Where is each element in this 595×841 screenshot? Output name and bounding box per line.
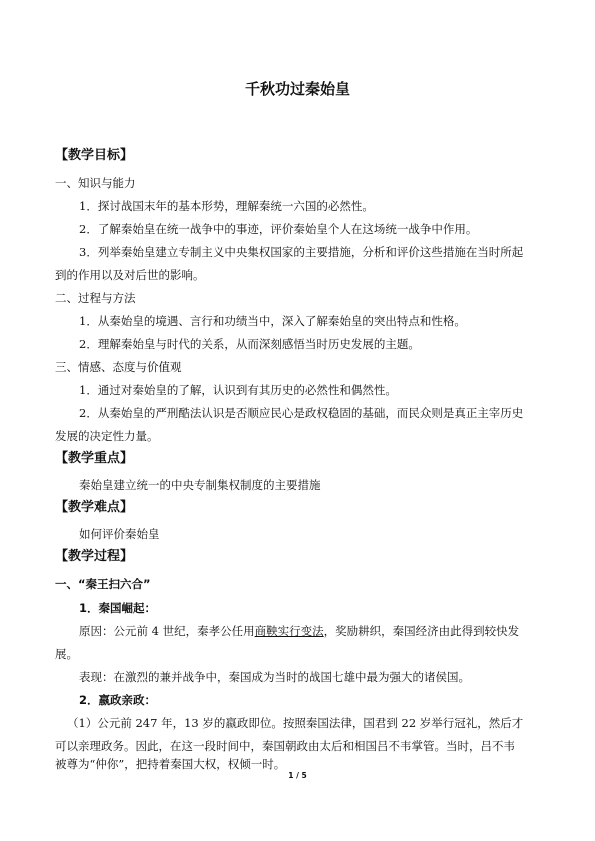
goals-knowledge-item-2: 2．了解秦始皇在统一战争中的事迹，评价秦始皇个人在这场统一战争中作用。: [79, 222, 478, 236]
goals-knowledge-heading: 一、知识与能力: [55, 176, 136, 190]
rise-reason-line: [79, 624, 519, 638]
goals-knowledge-item-3-cont: 到的作用以及对后世的影响。: [55, 268, 205, 282]
goals-knowledge-item-1: 1．探讨战国末年的基本形势，理解秦统一六国的必然性。: [79, 199, 374, 213]
goals-values-item-2: 2．从秦始皇的严刑酷法认识是否顺应民心是政权稳固的基础，而民众则是真正主宰历史: [79, 406, 524, 420]
key-points-text: 秦始皇建立统一的中央专制集权制度的主要措施: [79, 478, 321, 492]
shang-yang-reform-underlined: 商鞅实行变法: [254, 624, 324, 638]
section-heading-difficulties: 【教学难点】: [55, 500, 134, 515]
rise-reason-line-cont: 展。: [55, 647, 78, 661]
ying-zheng-para-line-2: 可以亲理政务。因此，在这一段时间中，秦国朝政由太后和相国吕不韦掌管。当时，吕不韦: [55, 739, 515, 753]
ying-zheng-heading: 2．嬴政亲政：: [79, 693, 157, 707]
goals-values-item-1: 1．通过对秦始皇的了解，认识到有其历史的必然性和偶然性。: [79, 383, 397, 397]
section-heading-goals: 【教学目标】: [55, 148, 134, 163]
goals-values-heading: 三、情感、态度与价值观: [55, 360, 182, 374]
rise-reason-text: 原因：公元前 4 世纪，秦孝公任用: [79, 624, 255, 638]
goals-process-heading: 二、过程与方法: [55, 291, 136, 305]
rise-manifestation-line: 表现：在激烈的兼并战争中，秦国成为当时的战国七雄中最为强大的诸侯国。: [79, 670, 470, 684]
process-part-1-heading: 一、“秦王扫六合”: [55, 577, 151, 591]
difficulties-text: 如何评价秦始皇: [79, 527, 160, 541]
section-heading-process: 【教学过程】: [55, 549, 134, 564]
goals-process-item-1: 1．从秦始皇的境遇、言行和功绩当中，深入了解秦始皇的突出特点和性格。: [79, 314, 466, 328]
page-title: 千秋功过秦始皇: [244, 80, 350, 98]
goals-values-item-2-cont: 发展的决定性力量。: [55, 429, 159, 443]
rise-reason-text-cont: ，奖励耕织，秦国经济由此得到较快发: [323, 624, 520, 638]
rise-of-qin-heading: 1．秦国崛起：: [79, 601, 157, 615]
section-heading-key-points: 【教学重点】: [55, 451, 134, 466]
goals-process-item-2: 2．理解秦始皇与时代的关系，从而深刻感悟当时历史发展的主题。: [79, 337, 420, 351]
ying-zheng-para-line-1: （1）公元前 247 年，13 岁的嬴政即位。按照秦国法律，国君到 22 岁举行冠礼，然后才: [67, 716, 524, 730]
ying-zheng-para-line-3: 被尊为“仲你”，把持着秦国大权，权倾一时。: [55, 757, 286, 771]
page-number: 1 / 5: [288, 771, 307, 780]
goals-knowledge-item-3: 3．列举秦始皇建立专制主义中央集权国家的主要措施，分析和评价这些措施在当时所起: [79, 245, 524, 259]
